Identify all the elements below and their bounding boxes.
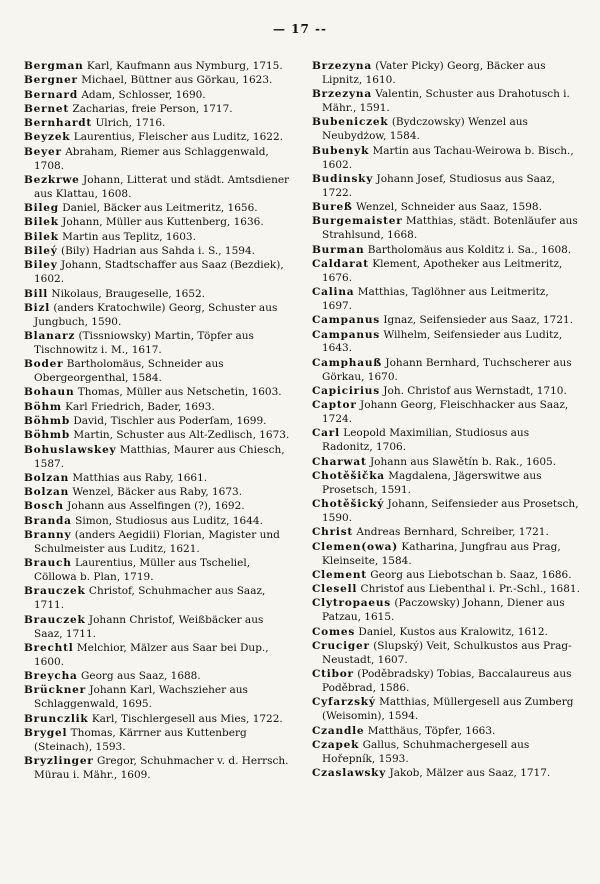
register-entry xyxy=(24,670,292,684)
register-entry xyxy=(24,174,292,202)
entry-details: Laurentius, Fleischer aus Luditz, 1622. xyxy=(73,131,283,144)
entry-details: Zacharias, freie Person, 1717. xyxy=(72,102,233,115)
register-entry xyxy=(24,89,292,103)
entry-surname: Budinsky xyxy=(312,172,374,185)
entry-surname: Bolzan xyxy=(24,471,70,484)
entry-surname: Ctibor xyxy=(312,668,354,681)
entry-details: (Tissniowsky) Martin, Töpfer aus Tischnowitz i. M., 1617. xyxy=(34,330,254,356)
register-entry xyxy=(312,526,580,540)
entry-surname: Chotěšička xyxy=(312,469,385,482)
entry-surname: Bezkrwe xyxy=(24,173,80,186)
register-entry xyxy=(24,330,292,358)
register-entry xyxy=(312,215,580,243)
register-entry xyxy=(312,583,580,597)
entry-surname: Chotěšický xyxy=(312,498,385,511)
register-entry xyxy=(312,399,580,427)
entry-details: Matthäus, Töpfer, 1663. xyxy=(367,724,496,737)
entry-surname: Bergman xyxy=(24,60,84,72)
entry-details: Georg aus Liebotschan b. Saaz, 1686. xyxy=(370,568,572,581)
entry-details: Johann Georg, Fleischhacker aus Saaz, 1724. xyxy=(322,399,569,426)
entry-surname: Beyer xyxy=(24,145,62,158)
entry-details: Gallus, Schuhmachergesell aus Hořepník, 1593. xyxy=(322,738,530,765)
entry-surname: Cyfarzský xyxy=(312,696,376,709)
entry-surname: Burgemaister xyxy=(312,215,403,228)
register-entry xyxy=(24,231,292,245)
entry-surname: Bureß xyxy=(312,201,353,214)
entry-surname: Clemen(owa) xyxy=(312,540,399,553)
entry-surname: Bubeniczek xyxy=(312,116,389,129)
register-entry xyxy=(312,597,580,625)
entry-details: Martin aus Teplitz, 1603. xyxy=(62,230,196,243)
entry-surname: Bergner xyxy=(24,74,78,87)
register-entry xyxy=(24,146,292,174)
entry-surname: Bubenyk xyxy=(312,144,370,157)
entry-details: Nikolaus, Braugeselle, 1652. xyxy=(51,287,206,300)
entry-details: Daniel, Bäcker aus Leitmeritz, 1656. xyxy=(62,202,258,215)
entry-details: Abraham, Riemer aus Schlaggenwald, 1708. xyxy=(34,145,269,172)
register-entry xyxy=(312,456,580,470)
entry-surname: Carl xyxy=(312,427,340,440)
entry-surname: Bohaun xyxy=(24,386,75,399)
register-entry xyxy=(24,684,292,712)
entry-surname: Brzezyna xyxy=(312,88,372,101)
register-entry xyxy=(24,117,292,131)
entry-details: Ignaz, Seifensieder aus Saaz, 1721. xyxy=(383,314,574,327)
entry-details: Andreas Bernhard, Schreiber, 1721. xyxy=(356,526,549,539)
entry-details: Leopold Maximilian, Studiosus aus Radonitz, 1706. xyxy=(322,427,530,454)
entry-surname: Böhm xyxy=(24,400,62,413)
entry-details: Johann aus Slawětín b. Rak., 1605. xyxy=(369,455,557,468)
entry-details: Simon, Studiosus aus Luditz, 1644. xyxy=(75,514,263,527)
entry-surname: Clement xyxy=(312,568,367,581)
entry-surname: Bizl xyxy=(24,301,51,314)
register-entry xyxy=(24,202,292,216)
entry-surname: Bohuslawskey xyxy=(24,443,117,456)
entry-surname: Charwat xyxy=(312,455,367,468)
entry-details: Martin, Schuster aus Alt-Zedlisch, 1673. xyxy=(73,429,290,442)
entry-details: Laurentius, Müller aus Tscheliel, Cöllowa b. Plan, 1719. xyxy=(34,557,251,584)
register-entry xyxy=(24,755,292,783)
register-entry xyxy=(312,696,580,724)
entry-details: Johann, Litterat und städt. Amtsdiener aus Klattau, 1608. xyxy=(34,173,290,200)
register-entry xyxy=(312,201,580,215)
entry-details: Johann, Seifensieder aus Prosetsch, 1590. xyxy=(322,498,579,525)
register-entry xyxy=(312,314,580,328)
entry-surname: Bilek xyxy=(24,216,59,229)
entry-details: Daniel, Kustos aus Kralowitz, 1612. xyxy=(358,625,548,638)
register-entry xyxy=(24,429,292,443)
entry-details: Johann Bernhard, Tuchscherer aus Görkau, 1670. xyxy=(322,356,572,383)
entry-details: Johann aus Asselfingen (?), 1692. xyxy=(67,500,245,513)
entry-surname: Branda xyxy=(24,514,72,527)
entry-surname: Breycha xyxy=(24,670,78,683)
entry-surname: Böhmb xyxy=(24,415,70,428)
page-number: — 17 -- xyxy=(272,22,327,36)
register-entry xyxy=(24,401,292,415)
register-entry xyxy=(24,529,292,557)
register-entry xyxy=(24,444,292,472)
entry-details: Christof aus Liebenthal i. Pr.-Schl., 1681. xyxy=(360,583,580,596)
register-entry xyxy=(24,358,292,386)
register-entry xyxy=(24,74,292,88)
register-entry xyxy=(24,500,292,514)
register-entry xyxy=(24,557,292,585)
register-entry xyxy=(312,329,580,357)
entry-details: Christof, Schuhmacher aus Saaz, 1711. xyxy=(34,585,266,612)
entry-surname: Bolzan xyxy=(24,486,70,499)
register-entry xyxy=(24,614,292,642)
entry-details: Matthias, städt. Botenläufer aus Strahlsund, 1668. xyxy=(322,215,578,242)
register-entry xyxy=(312,739,580,767)
entry-surname: Clesell xyxy=(312,583,358,596)
register-entry xyxy=(24,131,292,145)
entry-details: Melchior, Mälzer aus Saar bei Dup., 1600. xyxy=(34,641,269,668)
entry-surname: Caldarat xyxy=(312,257,369,270)
right-column xyxy=(312,60,580,781)
entry-details: Michael, Büttner aus Görkau, 1623. xyxy=(81,74,273,87)
entry-details: David, Tischler aus Poderſam, 1699. xyxy=(73,415,267,428)
register-entry xyxy=(24,415,292,429)
register-entry xyxy=(312,427,580,455)
register-entry xyxy=(24,288,292,302)
entry-details: Jakob, Mälzer aus Saaz, 1717. xyxy=(389,767,551,780)
register-entry xyxy=(24,585,292,613)
register-entry xyxy=(312,767,580,781)
register-entry xyxy=(312,357,580,385)
entry-surname: Brauczek xyxy=(24,613,86,626)
register-entry xyxy=(24,713,292,727)
entry-details: Martin aus Tachau-Weirowa b. Bisch., 1602. xyxy=(322,144,574,171)
entry-details: (anders Kratochwile) Georg, Schuster aus Jungbuch, 1590. xyxy=(34,301,278,328)
register-entry xyxy=(24,259,292,287)
entry-surname: Clytropaeus xyxy=(312,597,392,610)
entry-details: Johann, Stadtschaffer aus Saaz (Bezdiek), 1602. xyxy=(34,259,284,286)
entry-surname: Brzezyna xyxy=(312,60,372,72)
register-entry xyxy=(24,245,292,259)
entry-details: Thomas, Müller aus Netschetin, 1603. xyxy=(77,386,282,399)
entry-details: (Paczowsky) Johann, Diener aus Patzau, 1615. xyxy=(322,597,565,624)
entry-details: (Poděbradsky) Tobias, Baccalaureus aus Poděbrad, 1586. xyxy=(322,668,572,695)
entry-surname: Burman xyxy=(312,243,365,256)
entry-details: Wenzel, Schneider aus Saaz, 1598. xyxy=(356,201,542,214)
register-entry xyxy=(312,725,580,739)
entry-surname: Camphauß xyxy=(312,356,383,369)
register-entry xyxy=(24,386,292,400)
register-entry xyxy=(312,626,580,640)
register-entry xyxy=(312,88,580,116)
entry-details: Johann Josef, Studiosus aus Saaz, 1722. xyxy=(322,172,556,199)
entry-details: Johann, Müller aus Kuttenberg, 1636. xyxy=(62,216,264,229)
entry-surname: Blanarz xyxy=(24,330,76,343)
entry-surname: Cruciger xyxy=(312,639,370,652)
entry-details: Matthias, Müllergesell aus Zumberg (Weisomin), 1594. xyxy=(322,696,574,723)
entry-details: Bartholomäus, Schneider aus Obergeorgenthal, 1584. xyxy=(34,358,224,385)
entry-details: Johann Christof, Weißbäcker aus Saaz, 1711. xyxy=(34,613,264,640)
entry-surname: Biley xyxy=(24,259,58,272)
entry-surname: Beyzek xyxy=(24,131,71,144)
entry-surname: Branny xyxy=(24,529,72,542)
entry-surname: Czandle xyxy=(312,724,365,737)
entry-surname: Brückner xyxy=(24,684,86,697)
entry-surname: Bernhardt xyxy=(24,117,93,130)
left-column xyxy=(24,60,292,783)
entry-surname: Czapek xyxy=(312,738,360,751)
entry-surname: Bilek xyxy=(24,230,59,243)
register-entry xyxy=(312,258,580,286)
register-entry xyxy=(24,302,292,330)
entry-surname: Christ xyxy=(312,526,354,539)
entry-surname: Campanus xyxy=(312,314,380,327)
entry-details: Wilhelm, Seifensieder aus Luditz, 1643. xyxy=(322,328,563,355)
register-entry xyxy=(24,515,292,529)
register-entry xyxy=(312,116,580,144)
entry-surname: Bileý xyxy=(24,245,58,258)
entry-details: Matthias, Maurer aus Chiesch, 1587. xyxy=(34,443,285,470)
entry-surname: Brunczlik xyxy=(24,712,89,725)
register-entry xyxy=(312,668,580,696)
entry-details: Joh. Christof aus Wernstadt, 1710. xyxy=(383,384,567,397)
entry-details: Katharina, Jungfrau aus Prag, Kleinseite, 1584. xyxy=(322,540,561,567)
register-entry xyxy=(312,498,580,526)
entry-surname: Brechtl xyxy=(24,641,74,654)
entry-surname: Captor xyxy=(312,399,357,412)
register-entry xyxy=(24,727,292,755)
register-entry xyxy=(24,642,292,670)
register-entry xyxy=(312,470,580,498)
entry-surname: Bosch xyxy=(24,500,64,513)
register-entry xyxy=(24,60,292,74)
register-entry xyxy=(312,244,580,258)
register-entry xyxy=(312,569,580,583)
entry-details: Magdalena, Jägerswitwe aus Prosetsch, 1591. xyxy=(322,469,542,496)
register-entry xyxy=(312,145,580,173)
entry-surname: Bill xyxy=(24,287,49,300)
entry-details: Wenzel, Bäcker aus Raby, 1673. xyxy=(72,486,243,499)
register-entry xyxy=(24,472,292,486)
entry-surname: Campanus xyxy=(312,328,380,341)
entry-surname: Boder xyxy=(24,358,64,371)
register-entry xyxy=(312,385,580,399)
register-entry xyxy=(312,286,580,314)
register-entry xyxy=(312,60,580,88)
entry-details: Karl Friedrich, Bader, 1693. xyxy=(65,400,215,413)
entry-surname: Capicirius xyxy=(312,384,380,397)
register-entry xyxy=(24,103,292,117)
entry-surname: Brauczek xyxy=(24,585,86,598)
entry-details: Klement, Apotheker aus Leitmeritz, 1676. xyxy=(322,257,563,284)
entry-surname: Bileg xyxy=(24,202,59,215)
entry-details: Karl, Tischlergesell aus Mies, 1722. xyxy=(91,712,283,725)
entry-surname: Bernard xyxy=(24,88,78,101)
register-entry xyxy=(312,640,580,668)
register-entry xyxy=(312,541,580,569)
entry-details: Thomas, Kärrner aus Kuttenberg (Steinach), 1593. xyxy=(34,726,247,753)
entry-details: Matthias, Taglöhner aus Leitmeritz, 1697. xyxy=(322,286,549,312)
entry-surname: Czaslawsky xyxy=(312,767,387,780)
entry-surname: Bernet xyxy=(24,102,70,115)
entry-surname: Comes xyxy=(312,625,356,638)
entry-details: (Bily) Hadrian aus Sahda i. S., 1594. xyxy=(60,245,255,258)
entry-details: Ulrich, 1716. xyxy=(95,117,166,130)
entry-surname: Bryzlinger xyxy=(24,755,94,768)
entry-details: Johann Karl, Wachszieher aus Schlaggenwald, 1695. xyxy=(34,684,248,711)
entry-surname: Brauch xyxy=(24,557,72,570)
entry-details: (anders Aegidii) Florian, Magister und Schulmeister aus Luditz, 1621. xyxy=(34,529,280,555)
entry-details: (Vater Picky) Georg, Bäcker aus Lipnitz, 1610. xyxy=(322,60,546,86)
register-entry xyxy=(24,486,292,500)
entry-surname: Böhmb xyxy=(24,429,70,442)
entry-details: Adam, Schlosser, 1690. xyxy=(81,88,206,101)
entry-details: Valentin, Schuster aus Drahotusch i. Mähr., 1591. xyxy=(322,88,570,115)
entry-details: Matthias aus Raby, 1661. xyxy=(72,471,208,484)
register-entry xyxy=(312,173,580,201)
entry-details: (Bydczowsky) Wenzel aus Neubydżow, 1584. xyxy=(322,116,528,143)
entry-details: (Slupský) Veit, Schulkustos aus Prag-Neustadt, 1607. xyxy=(322,639,572,666)
entry-details: Georg aus Saaz, 1688. xyxy=(80,670,201,683)
entry-details: Gregor, Schuhmacher v. d. Herrsch. Mürau i. Mähr., 1609. xyxy=(34,755,289,781)
entry-surname: Calina xyxy=(312,286,355,299)
entry-details: Karl, Kaufmann aus Nymburg, 1715. xyxy=(86,60,283,72)
entry-surname: Brygel xyxy=(24,726,68,739)
register-entry xyxy=(24,216,292,230)
entry-details: Bartholomäus aus Kolditz i. Sa., 1608. xyxy=(367,243,572,256)
